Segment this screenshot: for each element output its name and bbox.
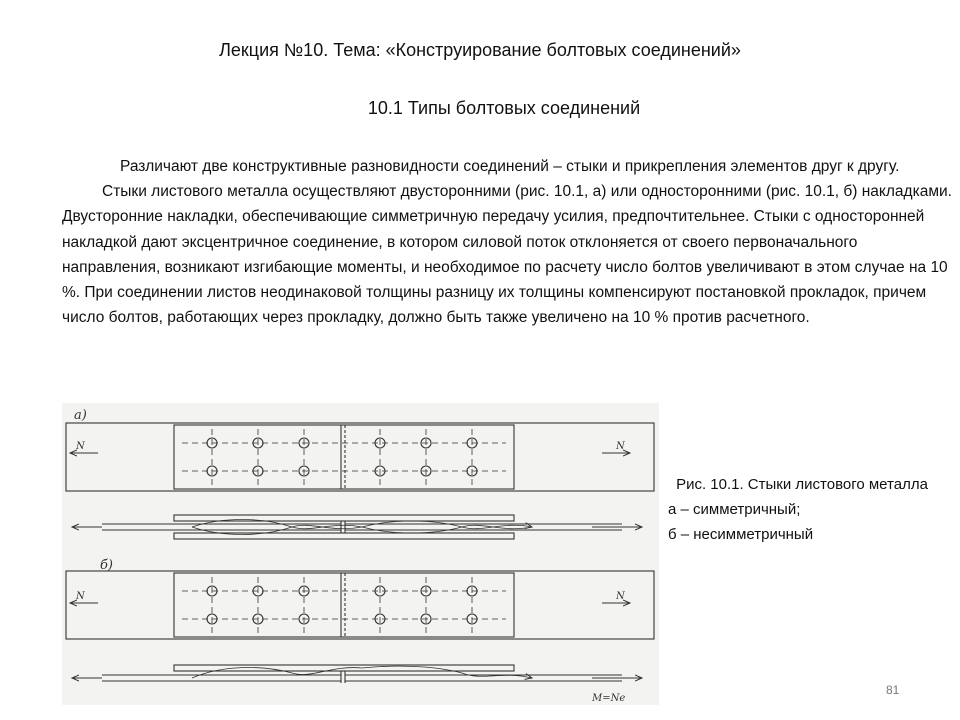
bolt-holes-b (207, 586, 477, 624)
label-a: а) (74, 408, 87, 423)
caption-title: Рис. 10.1. Стыки листового металла (676, 476, 928, 493)
paragraph-1: Различают две конструктивные разновидности соединений – стыки и прикрепления элементов друг к другу. (120, 158, 900, 175)
force-label-left-b: N (76, 591, 85, 602)
joint-drawing (62, 403, 659, 705)
joint-a-section (72, 515, 642, 539)
joint-a-plan (66, 423, 654, 491)
joint-b-plan (66, 571, 654, 639)
force-label-right-a: N (616, 441, 625, 452)
caption-item-a: а – симметричный; (668, 501, 801, 518)
figure-bolted-joints (62, 403, 659, 705)
label-b: б) (100, 558, 114, 573)
caption-item-b: б – несимметричный (668, 526, 814, 543)
force-label-left-a: N (76, 441, 85, 452)
bolt-holes-a (207, 438, 477, 476)
figure-caption (668, 474, 960, 546)
page-number: 81 (886, 683, 900, 697)
moment-label: M=Ne (592, 693, 626, 704)
paragraph-2: Стыки листового металла осуществляют двусторонними (рис. 10.1, а) или односторонними (рис. 10.1, б) накладками. Двусторонние накладки, обеспечивающие симметричную передачу усилия, предпочтительнее. Стыки с односторонней накладкой дают эксцентричное соединение, в котором силовой поток отклоняется от своего первоначального направления, возникают изгибающие моменты, и необходимое по расчету число болтов увеличивают в этом случае на 10 %. При соединении листов неодинаковой толщины разницу их толщины компенсируют постановкой прокладок, причем число болтов, работающих через прокладку, должно быть также увеличено на 10 % против расчетного. (62, 183, 952, 327)
section-heading: 10.1 Типы болтовых соединений (367, 98, 641, 118)
body-text (62, 154, 952, 330)
force-label-right-b: N (616, 591, 625, 602)
slide-title: Лекция №10. Тема: «Конструирование болтовых соединений» (219, 40, 741, 60)
joint-b-section (72, 665, 642, 704)
